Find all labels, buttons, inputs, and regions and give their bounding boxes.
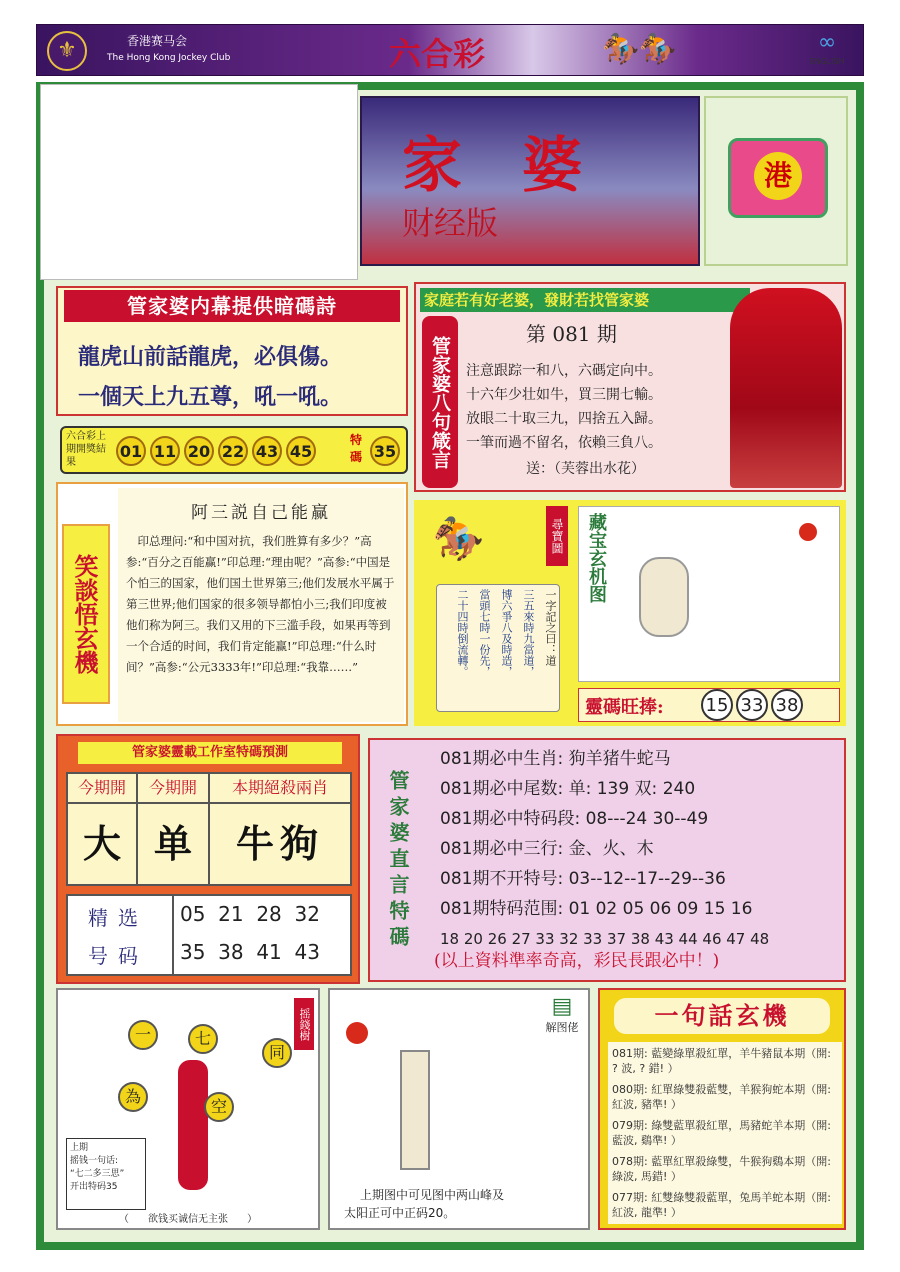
picks-row-2: 35 38 41 43 bbox=[180, 940, 320, 964]
prediction-line: 081期特码范围: 01 02 05 06 09 15 16 bbox=[440, 899, 753, 919]
poem-title: 管家婆内幕提供暗碼詩 bbox=[64, 290, 400, 322]
one-sentence-panel bbox=[598, 988, 846, 1230]
predictions-footer: (以上資料準率奇高，彩民長跟必中！) bbox=[434, 951, 720, 971]
one-sentence-row: 078期: 藍單紅單殺綠雙，牛猴狗鷄本期（開: 綠波, 馬錯! ） bbox=[612, 1155, 831, 1183]
one-sentence-title: 一句話玄機 bbox=[614, 998, 830, 1034]
prediction-line: 18 20 26 27 33 32 33 37 38 43 44 46 47 48 bbox=[440, 930, 770, 948]
book-icon: ▤ bbox=[551, 994, 573, 1019]
result-ball: 22 bbox=[218, 436, 248, 466]
prediction-line: 081期不开特号: 03--12--17--29--36 bbox=[440, 869, 726, 889]
eight-lines-vertical-title: 管家婆八句箴言 bbox=[422, 316, 458, 488]
eight-line-1: 注意跟踪一和八，六碼定向中。 bbox=[466, 363, 662, 379]
riddle-caption-2: 太阳正可中正码20。 bbox=[344, 1206, 456, 1220]
horse-rider-image: 🏇 bbox=[432, 514, 485, 563]
result-ball: 45 bbox=[286, 436, 316, 466]
money-tree-panel bbox=[56, 988, 320, 1230]
studio-panel bbox=[56, 734, 360, 984]
poem-line-2: 一個天上九五尊，吼一吼。 bbox=[78, 384, 343, 410]
joke-vertical-title: 笑談悟玄機 bbox=[62, 524, 110, 704]
page-title: 六合彩 bbox=[389, 35, 486, 73]
banner bbox=[360, 96, 700, 266]
joke-panel bbox=[56, 482, 408, 726]
prediction-line: 081期必中生肖: 狗羊猪牛蛇马 bbox=[440, 749, 671, 769]
blank-overlay bbox=[40, 84, 358, 280]
tree-char-3: 同 bbox=[262, 1038, 292, 1068]
issue-number: 第 081 期 bbox=[526, 322, 617, 346]
riddle-tag: ▤ 解图佬 bbox=[538, 994, 586, 1035]
scroll-title: 一字記之曰：道 bbox=[544, 589, 557, 666]
banner-title: 家婆 bbox=[402, 131, 642, 201]
treasure-panel bbox=[414, 500, 846, 726]
one-sentence-rows bbox=[608, 1042, 842, 1224]
tree-char-4: 為 bbox=[118, 1082, 148, 1112]
treasure-picture-title: 藏宝玄机图 bbox=[586, 513, 607, 603]
studio-col-1: 今期開 bbox=[68, 774, 138, 804]
scroll bbox=[436, 584, 560, 712]
english-link[interactable]: ∞ ENGLISH bbox=[797, 29, 857, 73]
joke-text-area bbox=[118, 488, 404, 722]
special-ball: 35 bbox=[370, 436, 400, 466]
predictions-panel bbox=[368, 738, 846, 982]
lantern-badge: 港 bbox=[704, 96, 848, 266]
lucky-row bbox=[578, 688, 840, 722]
prediction-line: 081期必中尾数: 单: 139 双: 240 bbox=[440, 779, 696, 799]
one-sentence-row: 080期: 紅單綠雙殺藍雙，羊猴狗蛇本期（開: 紅波, 豬準! ） bbox=[612, 1083, 831, 1111]
result-ball: 20 bbox=[184, 436, 214, 466]
club-name-cn: 香港赛马会 bbox=[127, 34, 188, 48]
eight-line-4: 一筆而過不留名，依賴三負八。 bbox=[466, 435, 662, 451]
predictions-vertical-title: 管家婆直言特碼 bbox=[386, 770, 410, 952]
lucky-ball: 38 bbox=[771, 689, 803, 721]
rock-sketch bbox=[639, 557, 689, 637]
results-label: 六合彩上期開獎結果 bbox=[66, 431, 106, 468]
scroll-col-2: 博六爭八及時造， bbox=[500, 589, 513, 677]
riddle-caption-1: 上期图中可见图中两山峰及 bbox=[360, 1188, 505, 1202]
sun-icon bbox=[799, 523, 817, 541]
one-sentence-row: 079期: 綠雙藍單殺紅單，馬豬蛇羊本期（開: 藍波, 鷄準! ） bbox=[612, 1119, 831, 1147]
studio-title: 管家婆靈載工作室特碼預測 bbox=[78, 742, 342, 764]
picks-label-1: 精选 bbox=[88, 906, 148, 930]
prediction-line: 081期必中特码段: 08---24 30--49 bbox=[440, 809, 709, 829]
special-label: 特碼 bbox=[350, 433, 363, 464]
studio-val-1: 大 bbox=[68, 804, 138, 884]
poem-line-1: 龍虎山前話龍虎，必俱傷。 bbox=[78, 344, 343, 370]
studio-val-3: 牛狗 bbox=[235, 821, 324, 866]
poem-panel bbox=[56, 286, 408, 416]
one-sentence-row: 077期: 紅雙綠雙殺藍單，兔馬羊蛇本期（開: 紅波, 龍準! ） bbox=[612, 1191, 831, 1219]
horses-graphic: 🏇🏇 bbox=[602, 32, 677, 67]
lucky-ball: 15 bbox=[701, 689, 733, 721]
predictions-list bbox=[440, 744, 840, 954]
jockey-club-logo: ⚜ bbox=[47, 31, 87, 71]
tree-char-5: 空 bbox=[204, 1092, 234, 1122]
sun-icon bbox=[346, 1022, 368, 1044]
tree-trunk bbox=[178, 1060, 208, 1190]
studio-val-2: 单 bbox=[138, 804, 210, 884]
result-ball: 11 bbox=[150, 436, 180, 466]
header-bar bbox=[36, 24, 864, 76]
eight-lines-panel bbox=[414, 282, 846, 492]
lucky-label: 靈碼旺捧: bbox=[585, 697, 664, 718]
eight-lines-gift: 送：（芙蓉出水花） bbox=[526, 461, 645, 477]
joke-body: 印总理问:“和中国对抗，我们胜算有多少？”高参:“百分之百能赢!”印总理:“理由呢？”高参:“中国是个怕三的国家，他们国土世界第三;他们发展水平属于第三世界;他们国家的很多领导都怕小三;我们印度被他们称为阿三。我们又用的下三滥手段，如果再等到一个合适的时间，我们肯定能赢!”印总理:“什么时间？”高参:“公元3333年!”印总理:“我靠……” bbox=[126, 534, 395, 674]
studio-col-2: 今期開 bbox=[138, 774, 210, 804]
banner-subtitle: 财经版 bbox=[402, 204, 499, 242]
studio-table bbox=[66, 772, 352, 886]
tree-char-2: 七 bbox=[188, 1024, 218, 1054]
result-balls bbox=[116, 436, 320, 466]
prediction-line: 081期必中三行: 金、火、木 bbox=[440, 839, 654, 859]
result-ball: 01 bbox=[116, 436, 146, 466]
riddle-panel bbox=[328, 988, 590, 1230]
lucky-balls bbox=[701, 689, 806, 721]
money-tree-caption: （ 欲钱买诚信无主张 ） bbox=[118, 1214, 258, 1225]
scroll-col-4: 二十四時倒流轉。 bbox=[456, 589, 469, 677]
scroll-col-3: 當頭七時一份先， bbox=[478, 589, 491, 677]
lucky-ball: 33 bbox=[736, 689, 768, 721]
treasure-tag: 尋寶圖 bbox=[546, 506, 568, 566]
picks-label-2: 号码 bbox=[88, 944, 148, 968]
result-ball: 43 bbox=[252, 436, 282, 466]
picks-row-1: 05 21 28 32 bbox=[180, 902, 320, 926]
tree-note: 上期 摇钱一句话: “七二多三思” 开出特码35 bbox=[66, 1138, 146, 1210]
scroll-col-1: 三五來時九當道， bbox=[522, 589, 535, 677]
joke-title: 阿三説自己能赢 bbox=[191, 503, 331, 523]
stump-sketch bbox=[400, 1050, 430, 1170]
one-sentence-row: 081期: 藍變綠單殺紅單，羊牛豬鼠本期（開: ? 波, ? 錯! ） bbox=[612, 1047, 831, 1075]
studio-col-3: 本期絕殺兩肖 bbox=[210, 774, 350, 804]
tree-char-1: 一 bbox=[128, 1020, 158, 1050]
picks-table bbox=[66, 894, 352, 976]
treasure-picture bbox=[578, 506, 840, 682]
eight-lines-banner: 家庭若有好老婆，發財若找管家婆 bbox=[420, 288, 750, 312]
eight-line-3: 放眼二十取三九，四捨五入歸。 bbox=[466, 411, 662, 427]
last-results bbox=[60, 426, 408, 474]
rings-icon: ∞ bbox=[817, 30, 837, 55]
money-tree-label: 摇錢樹 bbox=[294, 998, 314, 1050]
club-name-en: The Hong Kong Jockey Club bbox=[107, 53, 231, 63]
bride-image bbox=[730, 288, 842, 488]
eight-line-2: 十六年少壮如牛，買三開七輸。 bbox=[466, 387, 662, 403]
